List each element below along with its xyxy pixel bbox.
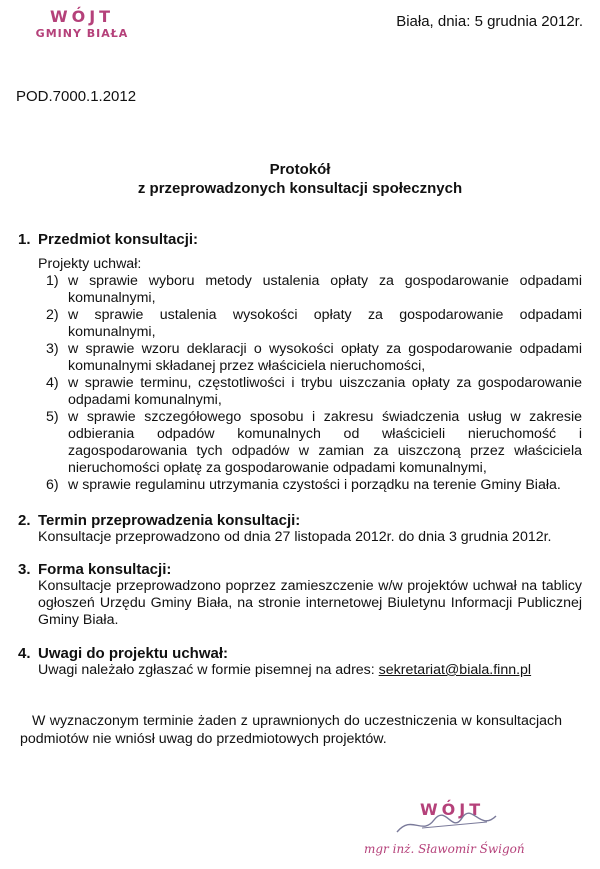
section-number: 4. xyxy=(18,645,31,662)
section-remarks xyxy=(18,645,582,679)
list-item-number: 3) xyxy=(46,341,59,357)
signature-stamp xyxy=(352,800,582,868)
section-heading xyxy=(18,561,582,578)
list-item-text: w sprawie regulaminu utrzymania czystości i porządku na terenie Gminy Biała. xyxy=(68,477,561,493)
section-title: Termin przeprowadzenia konsultacji: xyxy=(38,512,301,529)
email-link[interactable]: sekretariat@biala.finn.pl xyxy=(378,662,532,678)
section-number: 2. xyxy=(18,512,31,529)
stamp-top xyxy=(12,8,152,42)
list-item xyxy=(46,409,582,477)
list-item-text: w sprawie wzoru deklaracji o wysokości opłaty za gospodarowanie odpadami komunalnymi składanej przez właściciela nieruchomości, xyxy=(68,341,582,374)
section-number: 3. xyxy=(18,561,31,578)
section-text: Konsultacje przeprowadzono poprzez zamieszczenie w/w projektów uchwał na tablicy ogłoszeń Urzędu Gminy Biała, na stronie internetowej Biuletynu Informacji Publicznej Gminy Biała. xyxy=(38,578,582,628)
list-item-number: 4) xyxy=(46,375,59,391)
section-text: Konsultacje przeprowadzono od dnia 27 listopada 2012r. do dnia 3 grudnia 2012r. xyxy=(38,529,552,545)
list-item xyxy=(46,273,582,307)
document-title xyxy=(0,160,600,198)
list-item xyxy=(46,307,582,341)
section-form xyxy=(18,561,582,629)
stamp-top-line1: WÓJT xyxy=(49,7,115,26)
list-item xyxy=(46,341,582,375)
section-subject xyxy=(18,231,582,494)
section-term xyxy=(18,512,582,546)
section-heading xyxy=(18,231,582,248)
signatory-name: mgr inż. Sławomir Świgoń xyxy=(364,842,525,856)
section-title: Forma konsultacji: xyxy=(38,561,172,578)
section-heading xyxy=(18,645,582,662)
section-number: 1. xyxy=(18,231,31,248)
section-intro: Projekty uchwał: xyxy=(38,256,142,272)
list-item-text: w sprawie wyboru metody ustalenia opłaty za gospodarowanie odpadami komunalnymi, xyxy=(68,273,582,306)
stamp-top-line2: GMINY BIAŁA xyxy=(35,27,129,40)
title-line2: z przeprowadzonych konsultacji społecznych xyxy=(137,180,463,197)
list-item xyxy=(46,477,582,494)
list-item-text: w sprawie terminu, częstotliwości i trybu uiszczania opłaty za gospodarowanie odpadami komunalnymi, xyxy=(68,375,582,408)
section-title: Przedmiot konsultacji: xyxy=(38,231,199,248)
reference-number: POD.7000.1.2012 xyxy=(16,88,137,105)
list-item-text: w sprawie ustalenia wysokości opłaty za gospodarowanie odpadami komunalnymi, xyxy=(68,307,582,340)
signature-icon xyxy=(392,810,502,840)
list-item xyxy=(46,375,582,409)
section-text xyxy=(38,662,582,679)
remarks-text: Uwagi należało zgłaszać w formie pisemnej na adres: xyxy=(38,662,379,678)
list-item-text: w sprawie szczegółowego sposobu i zakresu świadczenia usług w zakresie odbierania odpadów komunalnych od właścicieli nieruchomość i zagospodarowania tych odpadów w zamian za uiszczoną przez właściciela nieruchomości opłatę za gospodarowanie odpadami komunalnymi, xyxy=(68,409,582,476)
title-line1: Protokół xyxy=(269,161,331,178)
stamp-bottom-title: WÓJT xyxy=(420,800,485,819)
section-title: Uwagi do projektu uchwał: xyxy=(38,645,229,662)
document-date: Biała, dnia: 5 grudnia 2012r. xyxy=(396,13,583,30)
list-item-number: 2) xyxy=(46,307,59,323)
resolution-list xyxy=(46,273,582,494)
list-item-number: 1) xyxy=(46,273,59,289)
section-heading xyxy=(18,512,582,529)
list-item-number: 6) xyxy=(46,477,59,493)
list-item-number: 5) xyxy=(46,409,59,425)
closing-paragraph: W wyznaczonym terminie żaden z uprawnionych do uczestniczenia w konsultacjach podmiotów nie wniósł uwag do przedmiotowych projektów. xyxy=(20,713,562,747)
